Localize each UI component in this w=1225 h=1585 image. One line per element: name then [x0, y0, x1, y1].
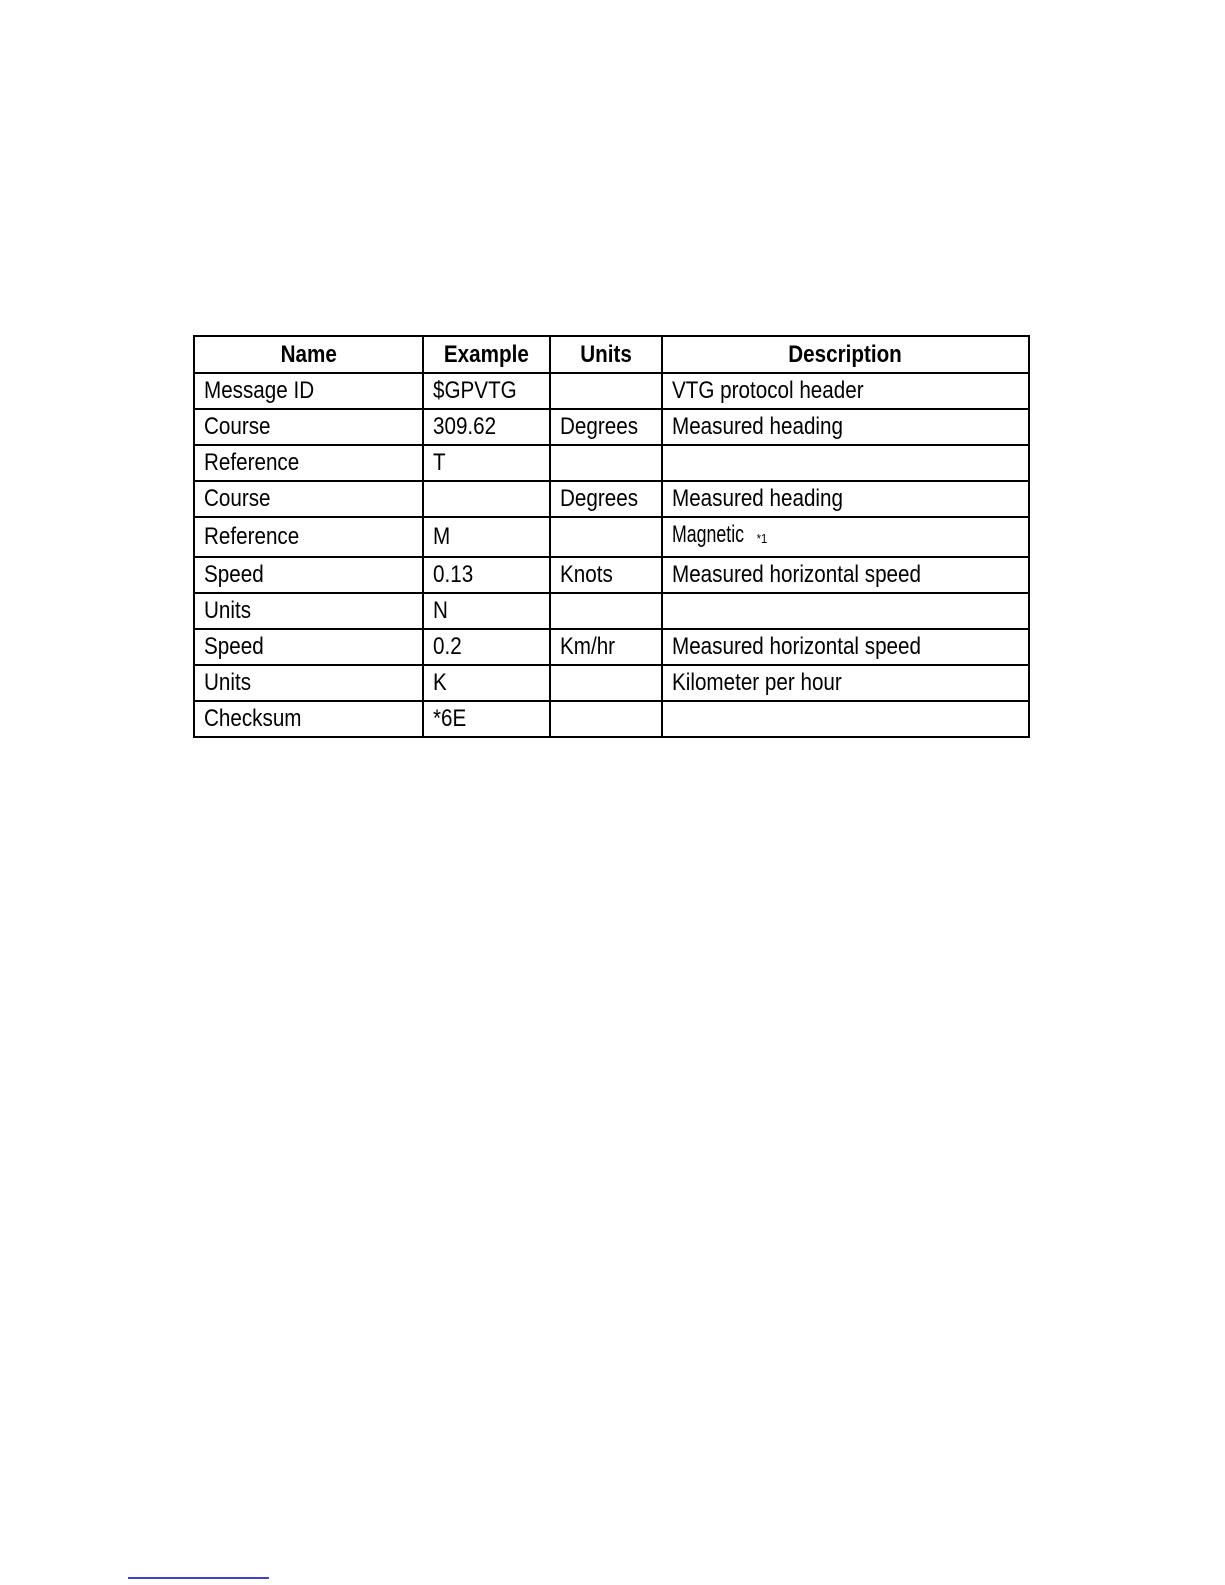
- table-row: [194, 701, 1029, 737]
- header-example: Example: [423, 336, 550, 373]
- cell-units: [550, 701, 662, 737]
- table-row: [194, 445, 1029, 481]
- table-row: [194, 593, 1029, 629]
- table-row: [194, 665, 1029, 701]
- cell-description: Measured horizontal speed: [662, 629, 1029, 665]
- header-name: Name: [194, 336, 423, 373]
- cell-description: Kilometer per hour: [662, 665, 1029, 701]
- cell-units: [550, 373, 662, 409]
- cell-example: 0.2: [423, 629, 550, 665]
- cell-description: [662, 701, 1029, 737]
- cell-example: T: [423, 445, 550, 481]
- cell-name: Speed: [194, 629, 423, 665]
- table-row: [194, 517, 1029, 557]
- table-row: [194, 409, 1029, 445]
- cell-units: Degrees: [550, 481, 662, 517]
- cell-name: Reference: [194, 445, 423, 481]
- cell-example: *6E: [423, 701, 550, 737]
- vtg-message-table: [193, 335, 1030, 738]
- cell-name: Speed: [194, 557, 423, 593]
- cell-description: Measured horizontal speed: [662, 557, 1029, 593]
- header-description: Description: [662, 336, 1029, 373]
- cell-units: Km/hr: [550, 629, 662, 665]
- cell-units: [550, 593, 662, 629]
- description-with-footnote: Magnetic $^{*1}$: [672, 521, 768, 548]
- cell-name: Units: [194, 593, 423, 629]
- cell-description: Measured heading: [662, 481, 1029, 517]
- cell-example: 309.62: [423, 409, 550, 445]
- cell-example: 0.13: [423, 557, 550, 593]
- cell-example: [423, 481, 550, 517]
- cell-name: Units: [194, 665, 423, 701]
- cell-units: Degrees: [550, 409, 662, 445]
- cell-description: [662, 517, 1029, 557]
- cell-example: M: [423, 517, 550, 557]
- table-row: [194, 629, 1029, 665]
- header-units: Units: [550, 336, 662, 373]
- table-row: [194, 373, 1029, 409]
- cell-name: Course: [194, 481, 423, 517]
- table-header-row: [194, 336, 1029, 373]
- cell-name: Checksum: [194, 701, 423, 737]
- table-row: [194, 481, 1029, 517]
- cell-description: VTG protocol header: [662, 373, 1029, 409]
- cell-units: Knots: [550, 557, 662, 593]
- cell-example: K: [423, 665, 550, 701]
- cell-units: [550, 517, 662, 557]
- footnote-marker: *1: [756, 531, 768, 546]
- cell-example: $GPVTG: [423, 373, 550, 409]
- cell-description: Measured heading: [662, 409, 1029, 445]
- table-row: [194, 557, 1029, 593]
- cell-description: [662, 593, 1029, 629]
- cell-units: [550, 665, 662, 701]
- cell-example: N: [423, 593, 550, 629]
- cell-name: Message ID: [194, 373, 423, 409]
- footnote-separator: [128, 1577, 269, 1579]
- cell-name: Reference: [194, 517, 423, 557]
- cell-name: Course: [194, 409, 423, 445]
- cell-units: [550, 445, 662, 481]
- cell-description: [662, 445, 1029, 481]
